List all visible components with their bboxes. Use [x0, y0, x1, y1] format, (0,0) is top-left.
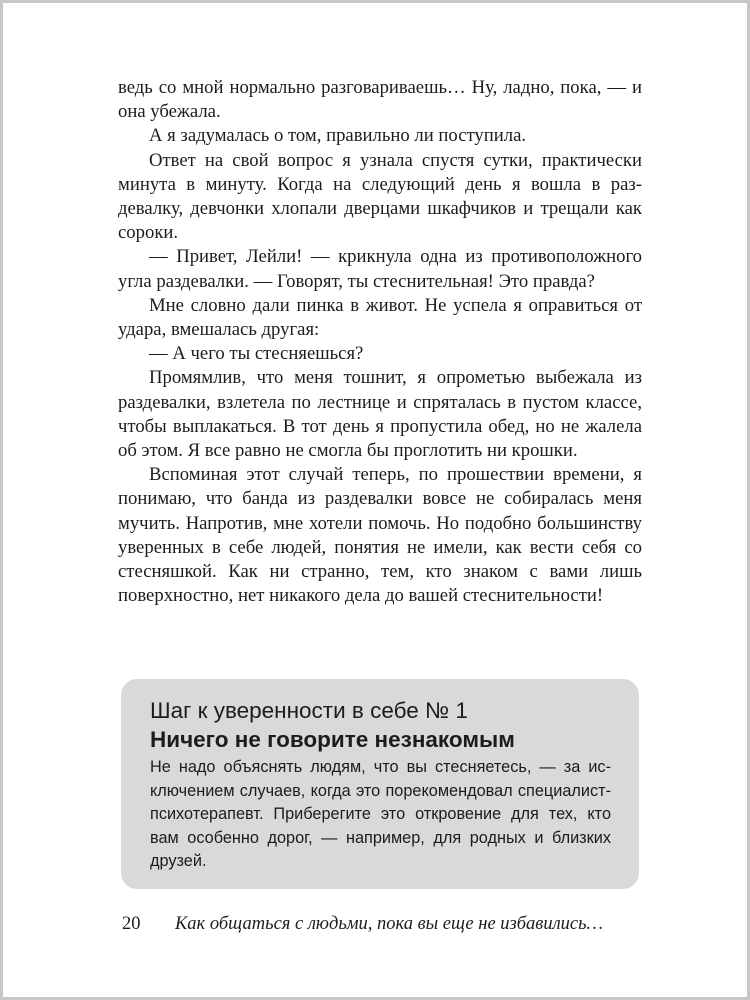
paragraph: А я задумалась о том, правильно ли поступила. — [149, 125, 527, 147]
running-title: Как общаться с людьми, пока вы еще не избавились… — [175, 914, 603, 934]
page-number: 20 — [122, 914, 141, 934]
paragraph: Мне словно дали пинка в живот. Не успела я оправиться от удара, вмешалась другая: — [118, 294, 642, 341]
dialogue-paragraph: — А чего ты стесняешься? — [149, 343, 364, 365]
paragraph: Вспоминая этот случай теперь, по прошествии времени, я понимаю, что банда из раздевалки вовсе не собиралась меня мучить. Напротив, мне хотели помочь. Но подобно большинству уверенных в себе людей, понятия не имели, как вести себя со стесняшкой. Как ни странно, тем, кто знаком с вами лишь поверхностно, нет никакого дела до вашей стеснительности! — [118, 464, 642, 607]
tip-heading: Ничего не говорите незнакомым — [150, 727, 515, 752]
body-text — [118, 76, 642, 608]
paragraph: Промямлив, что меня тошнит, я опрометью выбежала из раздевалки, взлетела по лестнице и спряталась в пустом классе, чтобы выплакаться. В тот день я пропустила обед, но не жалела об этом. Я все равно не смогла бы проглотить ни крошки. — [118, 367, 642, 462]
paragraph: Ответ на свой вопрос я узнала спустя сутки, практически минута в минуту. Когда на следующий день я вошла в раздевалку, девчонки хлопали дверцами шкафчиков и трещали как сороки. — [118, 149, 642, 244]
paragraph-continuation: ведь со мной нормально разговариваешь… Ну, ладно, пока, — и она убежала. — [118, 77, 642, 123]
tip-step-label: Шаг к уверенности в себе № 1 — [150, 698, 468, 723]
dialogue-paragraph: — Привет, Лейли! — крикнула одна из противоположного угла раздевалки. — Говорят, ты стеснительная! Это правда? — [118, 246, 642, 292]
book-page — [3, 3, 747, 997]
tip-body: Не надо объяснять людям, что вы стесняетесь, — за исключением случаев, когда это порекомендовал специалист-психотерапевт. Приберегите это откровение для тех, кто вам особенно дорог, — например, для родных и близких друзей. — [150, 758, 611, 870]
tip-box — [121, 679, 639, 889]
